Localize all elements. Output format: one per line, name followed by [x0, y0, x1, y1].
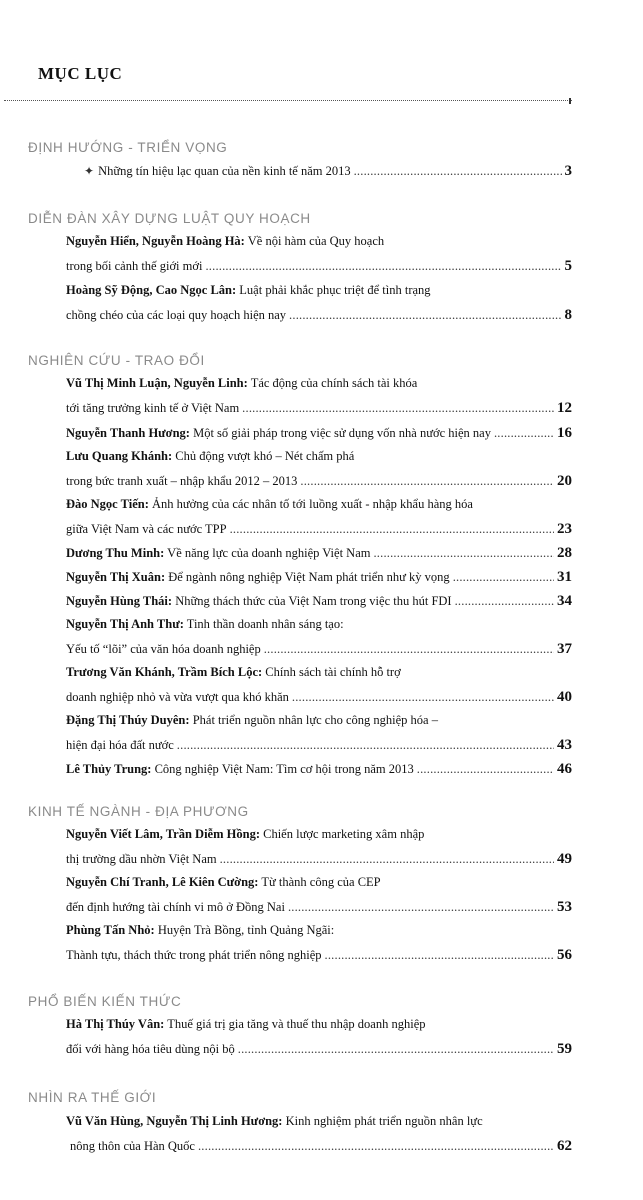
dot-leader — [238, 1042, 554, 1057]
entry-author: Đào Ngọc Tiến: — [66, 497, 149, 511]
toc-entry-continued[interactable] — [66, 400, 572, 420]
entry-author: Phùng Tấn Nhỏ: — [66, 923, 155, 937]
toc-entry[interactable] — [66, 234, 572, 254]
toc-entry-continued[interactable] — [66, 521, 572, 541]
dot-leader — [242, 401, 554, 416]
entry-title: đối với hàng hóa tiêu dùng nội bộ — [66, 1042, 235, 1056]
section-heading-dinh-huong: ĐỊNH HƯỚNG - TRIỂN VỌNG — [28, 140, 228, 155]
entry-title: Chính sách tài chính hỗ trợ — [262, 665, 401, 679]
page-number: 34 — [557, 593, 572, 609]
toc-entry[interactable] — [66, 1114, 572, 1134]
entry-title: Luật phải khắc phục triệt để tình trạng — [236, 283, 431, 297]
page-number: 3 — [564, 163, 572, 179]
dot-leader — [220, 852, 554, 867]
toc-entry[interactable] — [66, 545, 572, 565]
toc-entry[interactable] — [66, 449, 572, 469]
dot-leader — [417, 762, 554, 777]
dot-leader — [198, 1139, 554, 1154]
dot-leader — [453, 570, 554, 585]
toc-entry[interactable] — [66, 665, 572, 685]
page-number: 37 — [557, 641, 572, 657]
page-number: 20 — [557, 473, 572, 489]
toc-entry-continued[interactable] — [66, 258, 572, 278]
page-number: 12 — [557, 400, 572, 416]
section-heading-pho-bien: PHỔ BIẾN KIẾN THỨC — [28, 994, 182, 1009]
entry-title: Công nghiệp Việt Nam: Tìm cơ hội trong năm 2013 — [151, 762, 414, 776]
page-number: 59 — [557, 1041, 572, 1057]
toc-entry[interactable] — [66, 923, 572, 943]
toc-entry-continued[interactable] — [66, 473, 572, 493]
toc-entry[interactable] — [66, 283, 572, 303]
entry-author: Trương Văn Khánh, Trầm Bích Lộc: — [66, 665, 263, 679]
page-number: 28 — [557, 545, 572, 561]
toc-entry-continued[interactable] — [66, 641, 572, 661]
section-heading-nhin-ra-the-gioi: NHÌN RA THẾ GIỚI — [28, 1090, 157, 1105]
entry-title: trong bối cảnh thế giới mới — [66, 259, 203, 273]
entry-title: Về nội hàm của Quy hoạch — [244, 234, 385, 248]
entry-title: Một số giải pháp trong việc sử dụng vốn nhà nước hiện nay — [189, 426, 491, 440]
divider-end-mark — [569, 98, 571, 104]
toc-entry-continued[interactable] — [70, 1138, 572, 1158]
toc-entry[interactable] — [84, 163, 572, 183]
toc-entry[interactable] — [66, 617, 572, 637]
toc-entry[interactable] — [66, 713, 572, 733]
toc-entry-continued[interactable] — [66, 737, 572, 757]
entry-author: Dương Thu Minh: — [66, 546, 165, 560]
section-heading-kinh-te-nganh: KINH TẾ NGÀNH - ĐỊA PHƯƠNG — [28, 804, 249, 819]
entry-title: Thành tựu, thách thức trong phát triển nông nghiệp — [66, 948, 322, 962]
entry-author: Hoàng Sỹ Động, Cao Ngọc Lân: — [66, 283, 237, 297]
section-heading-dien-dan: DIỄN ĐÀN XÂY DỰNG LUẬT QUY HOẠCH — [28, 211, 311, 226]
entry-title: thị trường dầu nhờn Việt Nam — [66, 852, 217, 866]
toc-entry-continued[interactable] — [66, 307, 572, 327]
entry-author: Nguyễn Chí Tranh, Lê Kiên Cường: — [66, 875, 259, 889]
entry-author: Nguyễn Thị Anh Thư: — [66, 617, 184, 631]
toc-entry-continued[interactable] — [66, 899, 572, 919]
entry-title: Chủ động vượt khó – Nét chấm phá — [172, 449, 355, 463]
entry-author: Hà Thị Thúy Vân: — [66, 1017, 165, 1031]
entry-title: đến định hướng tài chính vi mô ở Đồng Nai — [66, 900, 285, 914]
dot-leader — [289, 308, 561, 323]
entry-author: Lê Thủy Trung: — [66, 762, 152, 776]
page-number: 62 — [557, 1138, 572, 1154]
section-heading-nghien-cuu: NGHIÊN CỨU - TRAO ĐỔI — [28, 353, 205, 368]
entry-title: hiện đại hóa đất nước — [66, 738, 174, 752]
toc-entry-continued[interactable] — [66, 851, 572, 871]
page-number: 8 — [564, 307, 572, 323]
entry-author: Vũ Thị Minh Luận, Nguyễn Linh: — [66, 376, 248, 390]
sparkle-bullet-icon: ✦ — [84, 164, 95, 178]
entry-title: Tác động của chính sách tài khóa — [247, 376, 418, 390]
toc-entry[interactable] — [66, 569, 572, 589]
toc-entry[interactable] — [66, 875, 572, 895]
page-number: 40 — [557, 689, 572, 705]
entry-title: Tinh thần doanh nhân sáng tạo: — [183, 617, 344, 631]
dot-leader — [455, 594, 554, 609]
entry-author: Nguyễn Hiển, Nguyễn Hoàng Hà: — [66, 234, 245, 248]
toc-entry-continued[interactable] — [66, 1041, 572, 1061]
page-number: 53 — [557, 899, 572, 915]
page-number: 46 — [557, 761, 572, 777]
page-number: 31 — [557, 569, 572, 585]
toc-entry[interactable] — [66, 593, 572, 613]
toc-entry[interactable] — [66, 376, 572, 396]
dot-leader — [373, 546, 554, 561]
entry-title: Từ thành công của CEP — [258, 875, 381, 889]
entry-author: Nguyễn Hùng Thái: — [66, 594, 173, 608]
entry-title: Về năng lực của doanh nghiệp Việt Nam — [164, 546, 371, 560]
dot-leader — [300, 474, 554, 489]
entry-author: Vũ Văn Hùng, Nguyễn Thị Linh Hương: — [66, 1114, 283, 1128]
page-number: 16 — [557, 425, 572, 441]
page-number: 49 — [557, 851, 572, 867]
entry-title: Để ngành nông nghiệp Việt Nam phát triển như kỳ vọng — [165, 570, 450, 584]
page-number: 56 — [557, 947, 572, 963]
entry-title: Những thách thức của Việt Nam trong việc thu hút FDI — [172, 594, 452, 608]
entry-title: Thuế giá trị gia tăng và thuế thu nhập doanh nghiệp — [164, 1017, 426, 1031]
dot-leader — [205, 259, 561, 274]
entry-title: Phát triển nguồn nhân lực cho công nghiệp hóa – — [189, 713, 438, 727]
page-number: 5 — [564, 258, 572, 274]
entry-author: Nguyễn Viết Lâm, Trần Diễm Hồng: — [66, 827, 260, 841]
dot-leader — [288, 900, 554, 915]
entry-title: chồng chéo của các loại quy hoạch hiện nay — [66, 308, 287, 322]
entry-author: Nguyễn Thị Xuân: — [66, 570, 166, 584]
entry-title: Chiến lược marketing xâm nhập — [259, 827, 425, 841]
toc-entry-continued[interactable] — [66, 947, 572, 967]
page-title: MỤC LỤC — [38, 64, 123, 83]
dot-leader — [230, 522, 554, 537]
entry-title: Ảnh hưởng của các nhân tố tới luồng xuất - nhập khẩu hàng hóa — [148, 497, 473, 511]
toc-entry[interactable] — [66, 1017, 572, 1037]
toc-entry[interactable] — [66, 497, 572, 517]
dotted-divider — [4, 100, 572, 101]
toc-entry[interactable] — [66, 425, 572, 445]
dot-leader — [494, 426, 554, 441]
entry-title: giữa Việt Nam và các nước TPP — [66, 522, 227, 536]
entry-title: Huyện Trà Bồng, tỉnh Quảng Ngãi: — [154, 923, 335, 937]
dot-leader — [354, 164, 562, 179]
toc-entry-continued[interactable] — [66, 689, 572, 709]
entry-author: Lưu Quang Khánh: — [66, 449, 173, 463]
entry-author: Nguyễn Thanh Hương: — [66, 426, 190, 440]
entry-author: Đặng Thị Thúy Duyên: — [66, 713, 190, 727]
dot-leader — [292, 690, 554, 705]
toc-entry[interactable] — [66, 827, 572, 847]
entry-title: trong bức tranh xuất – nhập khẩu 2012 – 2013 — [66, 474, 298, 488]
dot-leader — [177, 738, 554, 753]
dot-leader — [325, 948, 554, 963]
entry-title: nông thôn của Hàn Quốc — [70, 1139, 195, 1153]
entry-title: Những tín hiệu lạc quan của nền kinh tế năm 2013 — [98, 164, 351, 178]
entry-title: doanh nghiệp nhỏ và vừa vượt qua khó khăn — [66, 690, 289, 704]
page-number: 23 — [557, 521, 572, 537]
entry-title: tới tăng trưởng kinh tế ở Việt Nam — [66, 401, 240, 415]
entry-title: Yếu tố “lõi” của văn hóa doanh nghiệp — [66, 642, 261, 656]
page-number: 43 — [557, 737, 572, 753]
toc-entry[interactable] — [66, 761, 572, 781]
entry-title: Kinh nghiệm phát triển nguồn nhân lực — [282, 1114, 483, 1128]
dot-leader — [264, 642, 554, 657]
